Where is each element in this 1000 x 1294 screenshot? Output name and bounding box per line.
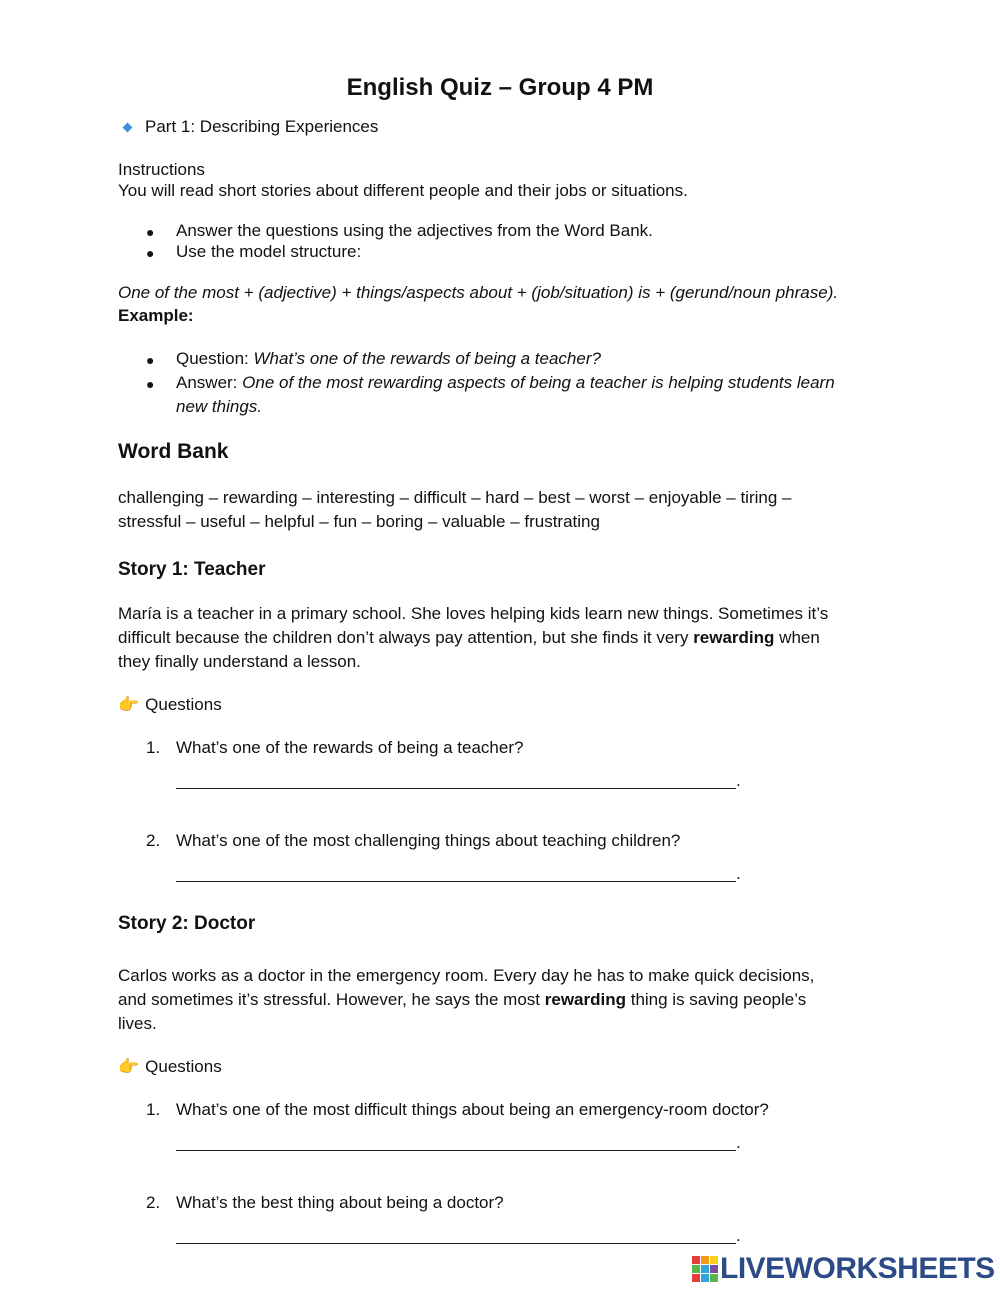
logo-square [701, 1256, 709, 1264]
story-2-bold-word: rewarding [544, 990, 626, 1009]
word-bank-line-1: challenging – rewarding – interesting – difficult – hard – best – worst – enjoyable – tiring – [118, 488, 792, 507]
example-question-text: What’s one of the rewards of being a teacher? [253, 349, 601, 368]
logo-square [692, 1256, 700, 1264]
bullet-icon: ● [146, 376, 155, 392]
story-2-line-2-text: and sometimes it’s stressful. However, he says the most [118, 990, 545, 1009]
liveworksheets-logo [692, 1254, 995, 1284]
bullet-icon: ● [146, 245, 155, 261]
instruction-bullet-2: Use the model structure: [176, 242, 362, 261]
bullet-icon: ● [146, 352, 155, 368]
logo-square [701, 1265, 709, 1273]
part-label: Part 1: Describing Experiences [145, 117, 379, 136]
instructions-heading: Instructions [118, 160, 205, 179]
question-number: 2. [146, 831, 161, 850]
logo-text: LIVEWORKSHEETS [720, 1252, 995, 1285]
answer-period: . [736, 1226, 741, 1245]
story-2-answer-2-input[interactable] [176, 1217, 740, 1245]
logo-square [710, 1265, 718, 1273]
story-2-line-3: lives. [118, 1014, 157, 1033]
story-1-bold-word: rewarding [693, 628, 775, 647]
instruction-bullet-1: Answer the questions using the adjectives from the Word Bank. [176, 221, 653, 240]
word-bank-line-2: stressful – useful – helpful – fun – boring – valuable – frustrating [118, 512, 600, 531]
bullet-icon: ● [146, 224, 155, 240]
model-structure: One of the most + (adjective) + things/aspects about + (job/situation) is + (gerund/noun phrase). [118, 283, 839, 302]
question-number: 1. [146, 738, 161, 757]
story-2-heading: Story 2: Doctor [118, 913, 256, 934]
story-1-question-1: What’s one of the rewards of being a teacher? [176, 738, 524, 757]
page-title: English Quiz – Group 4 PM [346, 74, 654, 101]
logo-grid-icon [692, 1256, 718, 1282]
answer-period: . [736, 771, 741, 790]
pointing-hand-icon: 👉 [118, 695, 140, 714]
story-1-question-2: What’s one of the most challenging things about teaching children? [176, 831, 681, 850]
example-answer-text: One of the most rewarding aspects of being a teacher is helping students learn [242, 373, 835, 392]
story-1-line-1: María is a teacher in a primary school. She loves helping kids learn new things. Sometimes it’s [118, 604, 829, 623]
story-1-line-2-end: when [774, 628, 820, 647]
story-2-answer-1-input[interactable] [176, 1124, 740, 1152]
question-number: 2. [146, 1193, 161, 1212]
example-answer [176, 373, 835, 393]
pointing-hand-icon: 👉 [118, 1057, 140, 1076]
questions-label-text: Questions [145, 695, 222, 714]
example-answer-label: Answer: [176, 373, 238, 392]
example-answer-continued: new things. [176, 397, 262, 416]
story-1-line-2 [118, 628, 820, 648]
story-2-line-2 [118, 990, 806, 1010]
example-question [176, 349, 601, 369]
story-2-question-1: What’s one of the most difficult things about being an emergency-room doctor? [176, 1100, 769, 1119]
part-heading [124, 117, 378, 137]
story-2-line-1: Carlos works as a doctor in the emergency room. Every day he has to make quick decisions, [118, 966, 815, 985]
story-1-answer-2-input[interactable] [176, 855, 740, 883]
word-bank-heading: Word Bank [118, 440, 229, 463]
logo-square [701, 1274, 709, 1282]
logo-square [692, 1265, 700, 1273]
answer-period: . [736, 864, 741, 883]
story-2-question-2: What’s the best thing about being a doctor? [176, 1193, 504, 1212]
answer-period: . [736, 1133, 741, 1152]
instructions-intro: You will read short stories about different people and their jobs or situations. [118, 181, 688, 200]
story-2-questions-label [118, 1057, 222, 1077]
story-1-heading: Story 1: Teacher [118, 559, 266, 580]
logo-square [710, 1274, 718, 1282]
story-1-line-3: they finally understand a lesson. [118, 652, 361, 671]
example-question-label: Question: [176, 349, 249, 368]
diamond-bullet-icon [123, 122, 133, 132]
story-1-answer-1-input[interactable] [176, 762, 740, 790]
story-1-questions-label [118, 695, 222, 715]
story-2-line-2-end: thing is saving people’s [626, 990, 807, 1009]
logo-square [710, 1256, 718, 1264]
example-label: Example: [118, 306, 194, 325]
questions-label-text: Questions [145, 1057, 222, 1076]
logo-square [692, 1274, 700, 1282]
story-1-line-2-text: difficult because the children don’t always pay attention, but she finds it very [118, 628, 694, 647]
question-number: 1. [146, 1100, 161, 1119]
